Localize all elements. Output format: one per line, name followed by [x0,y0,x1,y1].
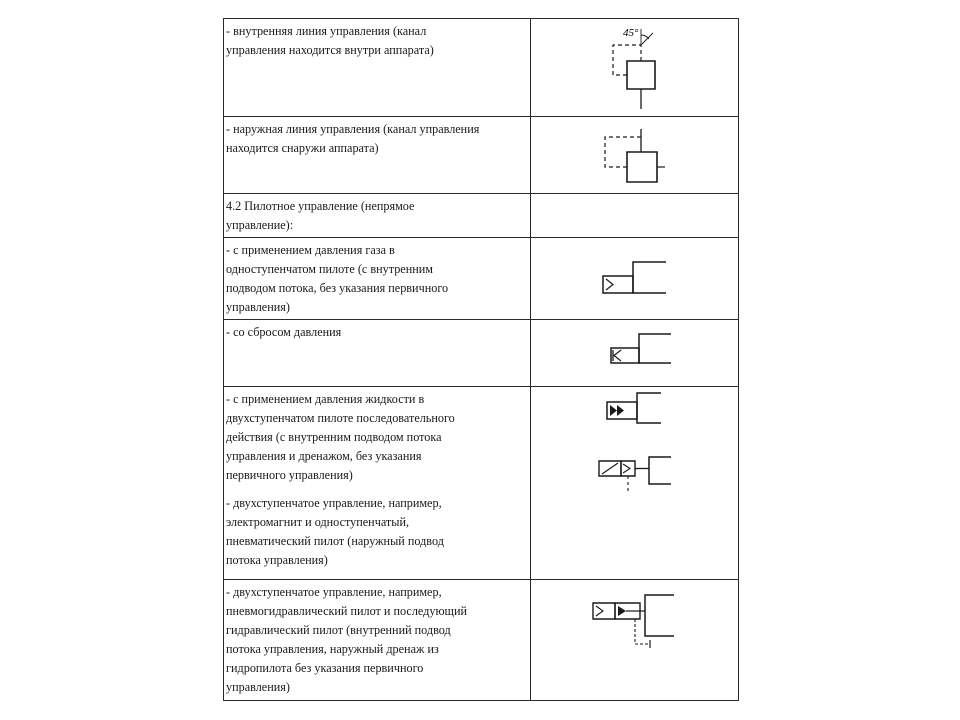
description-text: - внутренняя линия управления (канал управления находится внутри аппарата) [226,24,434,57]
pilot-box [611,348,639,363]
table-row [224,19,739,117]
valve-outline [633,262,666,293]
filled-triangle-icon [617,405,624,416]
valve-outline [637,393,661,423]
table-row [224,580,739,701]
filled-triangle-icon [610,405,617,416]
symbol-cell [531,238,739,320]
description-text: - с применением давления жидкости в двухступенчатом пилоте последовательного действия (с внутренним подводом потока управления и дренажом, без указания первичного управления) [226,392,455,482]
valve-outline [649,457,671,484]
pilot-box [593,603,615,619]
description-text: - двухступенчатое управление, например, пневмогидравлический пилот и последующий гидравлический пилот (внутренний подвод потока управления, наружный дренаж из гидропилота без указания первичного управления) [226,585,467,694]
valve-outline [639,334,671,363]
symbol-cell [531,19,739,117]
angle-label: 45° [623,27,639,39]
external-drain-dashed [635,619,650,644]
symbol-cell [531,387,739,580]
symbols-table [223,18,739,701]
open-triangle-icon [623,464,630,473]
description-cell [224,194,531,238]
filled-triangle-icon [618,606,626,616]
gas-pilot-symbol [531,238,738,319]
pilot-box [621,461,635,476]
symbol-cell [531,320,739,387]
symbol-cell [531,117,739,194]
table-row [224,238,739,320]
symbol-cell [531,580,739,701]
description-text-secondary: - двухступенчатое управление, например, электромагнит и одноступенчатый, пневматический пилот (наружный подвод потока управления) [226,496,444,567]
description-cell [224,580,531,701]
table-row [224,117,739,194]
description-text: - наружная линия управления (канал управления находится снаружи аппарата) [226,122,480,155]
pilot-box [603,276,633,293]
section-heading: 4.2 Пилотное управление (непрямое управление): [226,199,415,232]
description-text: - со сбросом давления [226,325,342,339]
description-cell [224,238,531,320]
reverse-triangle-icon [614,350,621,361]
valve-box [627,61,655,89]
solenoid-diagonal [602,463,618,474]
open-triangle-icon [596,606,603,616]
description-cell [224,117,531,194]
internal-control-line-symbol [531,19,738,116]
description-cell [224,19,531,117]
table-row [224,387,739,580]
description-cell [224,320,531,387]
description-text: - с применением давления газа в одноступенчатом пилоте (с внутренним подводом потока, без указания первичного управления) [226,243,449,314]
pneumohydraulic-pilot-symbol [531,580,738,700]
symbol-cell [531,194,739,238]
pressure-release-symbol [531,320,738,386]
description-cell [224,387,531,580]
table-row [224,320,739,387]
valve-box [627,152,657,182]
valve-outline [645,595,674,636]
liquid-pilot-symbols [531,387,738,579]
external-control-line-symbol [531,117,738,193]
table-row [224,194,739,238]
open-triangle-icon [606,279,613,290]
